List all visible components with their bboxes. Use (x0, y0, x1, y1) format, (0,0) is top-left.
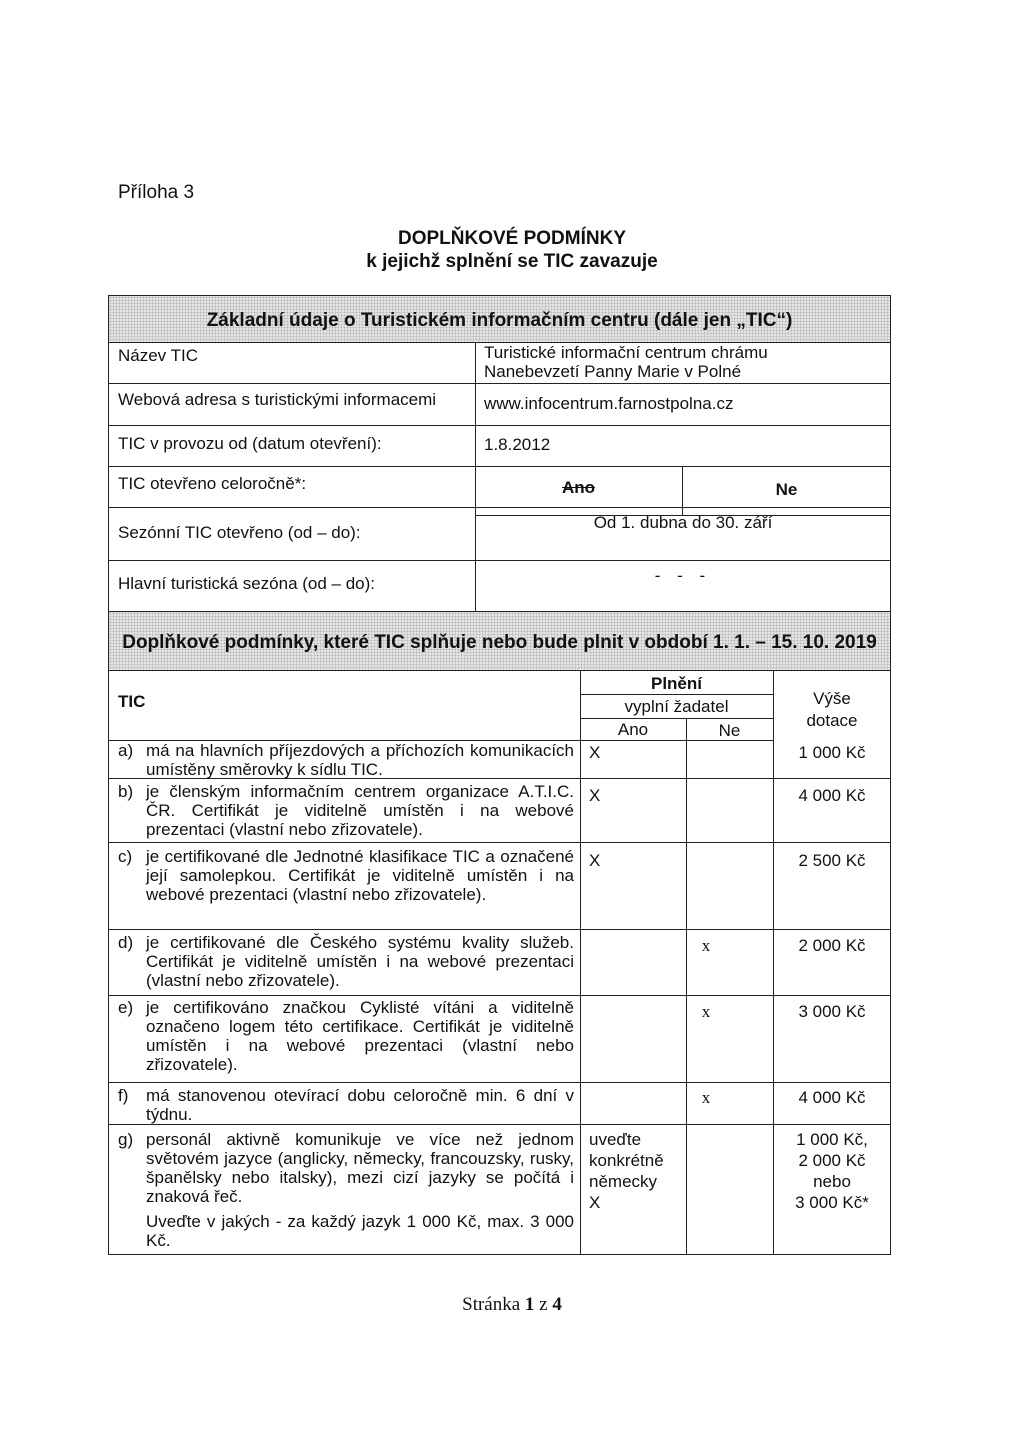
tic-name-label: Název TIC (118, 346, 198, 365)
row-amount: 1 000 Kč (798, 743, 866, 762)
row-divider (108, 842, 891, 843)
year-round-yes: Ano (561, 478, 596, 497)
divider (108, 560, 891, 561)
row-letter: g) (118, 1130, 134, 1149)
column-divider (580, 670, 581, 1255)
row-text: je certifikované dle Českého systému kvality služeb. Certifikát je viditelně umístěn i na webové prezentaci (vlastní nebo zřizovatele). (146, 933, 574, 990)
row-no-mark: x (701, 1088, 711, 1107)
row-amount: 2 000 Kč (798, 936, 866, 955)
row-letter: a) (118, 741, 134, 760)
conditions-section-title: Doplňkové podmínky, které TIC splňuje nebo bude plnit v období 1. 1. – 15. 10. 2019 (122, 632, 877, 653)
row-amount: 3 000 Kč (798, 1002, 866, 1021)
row-yes-mark: X (589, 743, 601, 762)
row-divider (108, 995, 891, 996)
row-amount: 2 500 Kč (798, 851, 866, 870)
col-amount-header-line1: Výše (813, 689, 851, 708)
row-divider (108, 1082, 891, 1083)
row-no-mark: x (701, 936, 711, 955)
divider (580, 694, 773, 695)
row-yes-mark: X (589, 851, 601, 870)
seasonal-label: Sezónní TIC otevřeno (od – do): (118, 523, 361, 542)
row-amount-line4: 3 000 Kč* (795, 1193, 869, 1212)
web-address-value: www.infocentrum.farnostpolna.cz (484, 394, 734, 413)
row-letter: d) (118, 933, 134, 952)
opened-date-value: 1.8.2012 (484, 435, 551, 454)
basic-info-header (109, 296, 890, 342)
col-fulfilment-header: Plnění (650, 674, 702, 693)
document-subtitle: k jejichž splnění se TIC zavazuje (366, 251, 658, 272)
row-text: je členským informačním centrem organizace A.T.I.C. ČR. Certifikát je viditelně umístěn i na webové prezentaci (vlastní nebo zřizovatele). (146, 782, 574, 839)
row-divider (108, 1124, 891, 1125)
page-total: 4 (552, 1294, 562, 1315)
row-text: je certifikováno značkou Cyklisté vítáni a viditelně označeno logem této certifikace. Certifikát je viditelně umístěn i na webové prezentaci (vlastní nebo zřizovatele). (146, 998, 574, 1074)
divider (108, 507, 891, 508)
divider (580, 740, 773, 741)
row-yes-mark: X (589, 1193, 601, 1212)
page-current: 1 (524, 1294, 535, 1315)
row-text: je certifikované dle Jednotné klasifikace TIC a označené její samolepkou. Certifikát je viditelně umístěn i na webové prezentaci (vlastní nebo zřizovatele). (146, 847, 574, 904)
row-instruction: Uveďte v jakých - za každý jazyk 1 000 Kč, max. 3 000 Kč. (146, 1212, 574, 1250)
column-divider (686, 718, 687, 1255)
basic-info-section-title: Základní údaje o Turistickém informačním centru (dále jen „TIC“) (206, 310, 793, 331)
opened-date-label: TIC v provozu od (datum otevření): (118, 434, 382, 453)
page-prefix: Stránka (462, 1294, 521, 1315)
row-yes-note-line3: německy (589, 1172, 658, 1191)
row-text: personál aktivně komunikuje ve více než jednom světovém jazyce (anglicky, německy, francouzsky, rusky, španělsky nebo italsky), mezi cizí jazyky se počítá i znaková řeč. (146, 1130, 574, 1206)
web-address-label: Webová adresa s turistickými informacemi (118, 390, 437, 409)
col-fill-by-header: vyplní žadatel (624, 697, 729, 716)
document-title: DOPLŇKOVÉ PODMÍNKY (397, 228, 627, 249)
col-no-header: Ne (718, 721, 741, 740)
row-amount-line3: nebo (813, 1172, 851, 1191)
row-letter: c) (118, 847, 133, 866)
col-tic-header: TIC (118, 692, 146, 711)
row-letter: f) (118, 1086, 129, 1105)
main-season-label: Hlavní turistická sezóna (od – do): (118, 574, 376, 593)
row-yes-note-line1: uveďte (589, 1130, 642, 1149)
row-amount-line2: 2 000 Kč (798, 1151, 866, 1170)
annex-label: Příloha 3 (118, 182, 195, 203)
row-text: má na hlavních příjezdových a příchozích komunikacích umístěny směrovky k sídlu TIC. (146, 741, 574, 779)
divider (108, 383, 891, 384)
col-amount-header-line2: dotace (806, 711, 858, 730)
tic-name-value-line1: Turistické informační centrum chrámu (484, 343, 768, 362)
seasonal-value: Od 1. dubna do 30. září (593, 513, 773, 532)
divider (108, 425, 891, 426)
row-text: má stanovenou otevírací dobu celoročně min. 6 dní v týdnu. (146, 1086, 574, 1124)
row-divider (108, 929, 891, 930)
row-amount: 4 000 Kč (798, 786, 866, 805)
main-season-value: - - - (654, 566, 712, 585)
page-of: z (539, 1294, 548, 1315)
year-round-label: TIC otevřeno celoročně*: (118, 474, 307, 493)
row-yes-note-line2: konkrétně (589, 1151, 664, 1170)
year-round-no: Ne (775, 480, 798, 499)
row-no-mark: x (701, 1002, 711, 1021)
row-yes-mark: X (589, 786, 601, 805)
row-letter: e) (118, 998, 134, 1017)
row-amount: 4 000 Kč (798, 1088, 866, 1107)
divider (108, 466, 891, 467)
col-yes-header: Ano (617, 720, 649, 739)
tic-name-value-line2: Nanebevzetí Panny Marie v Polné (484, 362, 742, 381)
divider (580, 718, 773, 719)
row-amount-line1: 1 000 Kč, (796, 1130, 868, 1149)
row-letter: b) (118, 782, 134, 801)
page-number (0, 1294, 1024, 1316)
